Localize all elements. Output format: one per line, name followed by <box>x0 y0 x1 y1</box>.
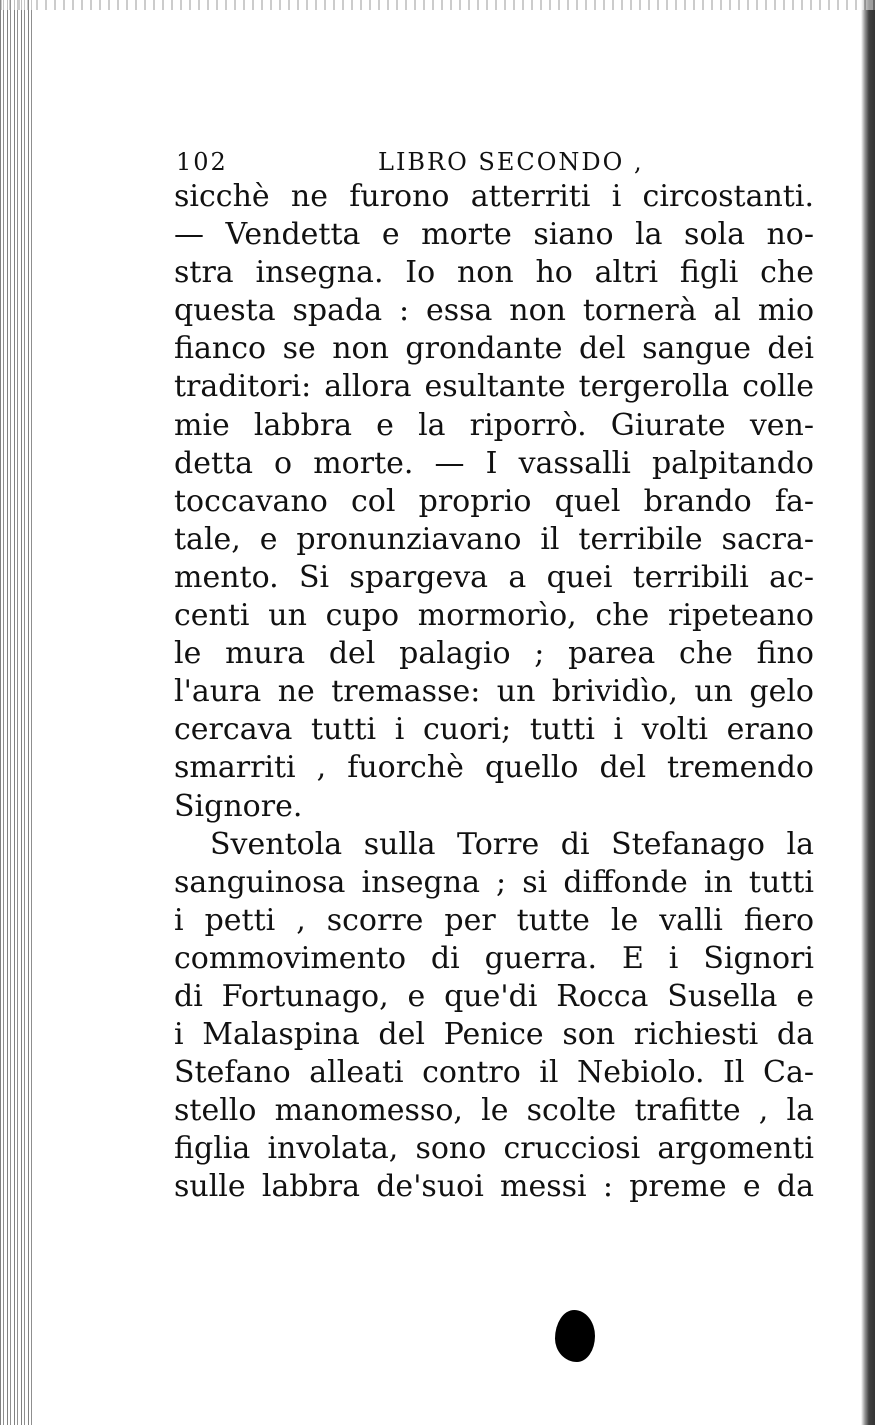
page-number: 102 <box>176 148 228 176</box>
page-header <box>176 146 816 178</box>
text-line: sicchè ne furono atterriti i circostanti. <box>174 179 814 214</box>
text-line: stra insegna. Io non ho altri figli che <box>174 255 814 291</box>
text-line: detta o morte. — I vassalli palpitando <box>174 445 814 481</box>
text-line: questa spada : essa non tornerà al mio <box>174 293 814 329</box>
text-line: tale, e pronunziavano il terribile sacra- <box>174 521 814 557</box>
text-line: mento. Si spargeva a quei terribili ac- <box>174 559 814 595</box>
ink-blot <box>555 1310 595 1362</box>
text-line: smarriti , fuorchè quello del tremendo <box>174 750 814 786</box>
text-line: l'aura ne tremasse: un brividìo, un gelo <box>174 674 814 710</box>
scan-top-edge <box>0 0 875 10</box>
text-line: — Vendetta e morte siano la sola no- <box>174 217 814 253</box>
text-line: mie labbra e la riporrò. Giurate ven- <box>174 407 814 443</box>
text-line-paragraph-end: Signore. <box>174 788 303 824</box>
text-line: figlia involata, sono crucciosi argomenti <box>174 1131 814 1167</box>
running-title: LIBRO SECONDO , <box>378 148 644 176</box>
text-line: sanguinosa insegna ; si diffonde in tutti <box>174 864 814 900</box>
text-line: cercava tutti i cuori; tutti i volti erano <box>174 712 814 748</box>
text-body <box>174 178 814 1207</box>
text-line: traditori: allora esultante tergerolla colle <box>174 369 814 405</box>
text-line: le mura del palagio ; parea che fino <box>174 636 814 672</box>
text-line: fianco se non grondante del sangue dei <box>174 331 814 367</box>
text-line: toccavano col proprio quel brando fa- <box>174 483 814 519</box>
text-line: commovimento di guerra. E i Signori <box>174 940 814 976</box>
text-line: i petti , scorre per tutte le valli fiero <box>174 902 814 938</box>
text-line: stello manomesso, le scolte trafitte , la <box>174 1093 814 1129</box>
text-line-paragraph-start: Sventola sulla Torre di Stefanago la <box>210 826 814 862</box>
text-line: Stefano alleati contro il Nebiolo. Il Ca- <box>174 1055 814 1091</box>
text-line: sulle labbra de'suoi messi : preme e da <box>174 1169 814 1205</box>
text-line: di Fortunago, e que'di Rocca Susella e <box>174 978 814 1014</box>
text-line: centi un cupo mormorìo, che ripeteano <box>174 598 814 634</box>
text-line: i Malaspina del Penice son richiesti da <box>174 1017 814 1053</box>
scan-binding-edge <box>0 0 34 1425</box>
scan-right-edge <box>861 0 875 1425</box>
